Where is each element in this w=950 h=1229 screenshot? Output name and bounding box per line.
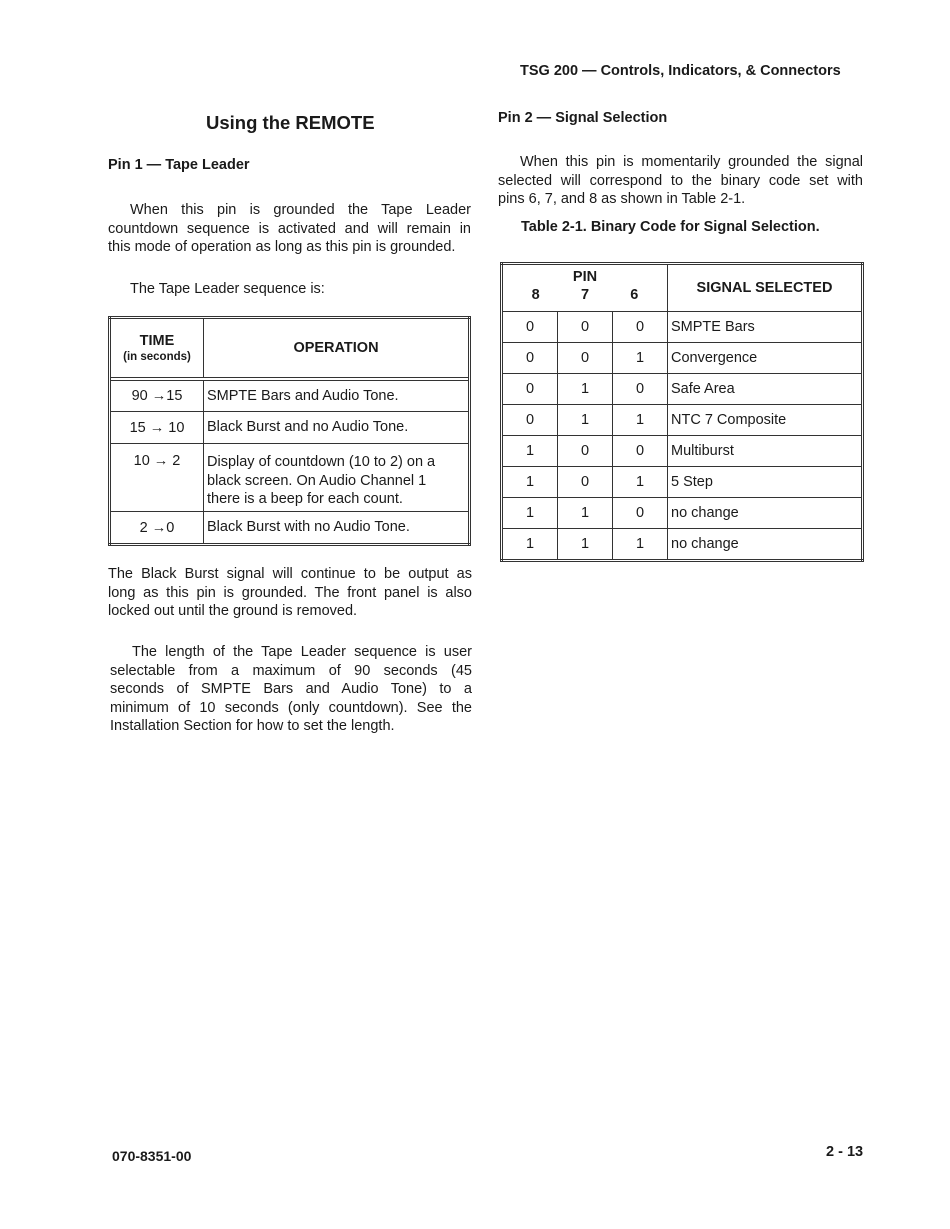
signal-value: no change (668, 498, 863, 529)
pin8-value: 1 (502, 498, 558, 529)
time-header-cell (110, 318, 204, 378)
leader-table-header-row (110, 318, 470, 378)
pin-header-cell (502, 264, 668, 312)
leader-time: 90 →15 (110, 381, 204, 412)
running-header: TSG 200 — Controls, Indicators, & Connectors (520, 63, 841, 79)
pin8-value: 0 (502, 374, 558, 405)
black-burst-paragraph (108, 565, 472, 621)
signal-value: 5 Step (668, 467, 863, 498)
time-subheader: (in seconds) (123, 351, 191, 363)
pin6-value: 1 (613, 529, 668, 561)
pin7-value: 0 (558, 467, 613, 498)
pin2-heading: Pin 2 — Signal Selection (498, 110, 668, 126)
binary-row (502, 374, 863, 405)
pin7-value: 0 (558, 436, 613, 467)
pin6-value: 0 (613, 498, 668, 529)
signal-value: NTC 7 Composite (668, 405, 863, 436)
pin7-value: 0 (558, 312, 613, 343)
pin1-line-2: countdown sequence is activated and will remain in (108, 220, 471, 237)
binary-table-header-row (502, 264, 863, 312)
signal-value: Multiburst (668, 436, 863, 467)
pin2-line-1: When this pin is momentarily grounded the signal (520, 154, 863, 170)
pin6-value: 0 (613, 436, 668, 467)
page-number: 2 - 13 (826, 1144, 864, 1160)
pin2-line-3: pins 6, 7, and 8 as shown in Table 2-1. (498, 191, 746, 207)
pin1-line-3: this mode of operation as long as this pin is grounded. (108, 239, 456, 255)
pin6-value: 1 (613, 467, 668, 498)
length-line-2: selectable from a maximum of 90 seconds (45 (110, 662, 472, 679)
pin8-value: 1 (502, 529, 558, 561)
signal-value: SMPTE Bars (668, 312, 863, 343)
leader-operation: Black Burst with no Audio Tone. (204, 512, 470, 545)
leader-time: 10 → 2 (110, 444, 204, 512)
tape-leader-table (108, 316, 471, 546)
document-number: 070-8351-00 (112, 1148, 192, 1164)
binary-row (502, 498, 863, 529)
pin1-line-1: When this pin is grounded the Tape Leader (130, 202, 471, 218)
pin8-value: 0 (502, 405, 558, 436)
binary-row (502, 467, 863, 498)
operation-header: OPERATION (204, 318, 470, 378)
pin8-value: 0 (502, 312, 558, 343)
black-burst-line-1: The Black Burst signal will continue to be output as (108, 566, 472, 582)
pin8-value: 1 (502, 467, 558, 498)
binary-code-table (500, 262, 864, 562)
leader-row (110, 381, 470, 412)
binary-row (502, 529, 863, 561)
binary-row (502, 312, 863, 343)
pin2-paragraph (498, 153, 863, 209)
leader-row (110, 412, 470, 444)
signal-value: Convergence (668, 343, 863, 374)
sequence-intro: The Tape Leader sequence is: (130, 281, 325, 297)
pin6-value: 1 (613, 405, 668, 436)
pin-label-7: 7 (580, 287, 590, 303)
section-title: Using the REMOTE (206, 112, 375, 133)
binary-row (502, 436, 863, 467)
black-burst-line-3: locked out until the ground is removed. (108, 603, 358, 619)
pin7-value: 1 (558, 374, 613, 405)
time-header: TIME (139, 333, 175, 349)
leader-operation-line: there is a beep for each count. (207, 491, 403, 507)
leader-operation-line: Display of countdown (10 to 2) on a (207, 454, 436, 470)
leader-row (110, 512, 470, 545)
pin7-value: 1 (558, 405, 613, 436)
pin-label-8: 8 (531, 287, 540, 303)
pin7-value: 1 (558, 498, 613, 529)
length-line-1: The length of the Tape Leader sequence is user (132, 644, 472, 660)
pin1-paragraph (108, 201, 471, 257)
length-paragraph (110, 643, 472, 736)
length-line-5: Installation Section for how to set the length. (110, 718, 395, 734)
binary-row (502, 405, 863, 436)
pin7-value: 1 (558, 529, 613, 561)
pin7-value: 0 (558, 343, 613, 374)
signal-value: no change (668, 529, 863, 561)
pin2-line-2: selected will correspond to the binary code set with (498, 172, 863, 189)
pin6-value: 0 (613, 312, 668, 343)
leader-operation-line: black screen. On Audio Channel 1 (207, 472, 427, 489)
leader-time: 15 → 10 (110, 412, 204, 444)
length-line-4: minimum of 10 seconds (only countdown). See the (110, 699, 472, 716)
signal-value: Safe Area (668, 374, 863, 405)
signal-header: SIGNAL SELECTED (668, 264, 863, 312)
pin-header: PIN (572, 269, 598, 285)
pin8-value: 1 (502, 436, 558, 467)
table-caption: Table 2-1. Binary Code for Signal Selection. (521, 219, 820, 235)
pin6-value: 0 (613, 374, 668, 405)
length-line-3: seconds of SMPTE Bars and Audio Tone) to a (110, 681, 472, 697)
leader-time: 2 →0 (110, 512, 204, 545)
pin8-value: 0 (502, 343, 558, 374)
leader-row (110, 444, 470, 512)
black-burst-line-2: long as this pin is grounded. The front panel is also (108, 584, 472, 601)
leader-operation: SMPTE Bars and Audio Tone. (204, 381, 470, 412)
pin1-heading: Pin 1 — Tape Leader (108, 157, 250, 173)
leader-operation (204, 444, 470, 512)
pin6-value: 1 (613, 343, 668, 374)
binary-row (502, 343, 863, 374)
pin-label-6: 6 (630, 287, 639, 303)
leader-operation: Black Burst and no Audio Tone. (204, 412, 470, 444)
